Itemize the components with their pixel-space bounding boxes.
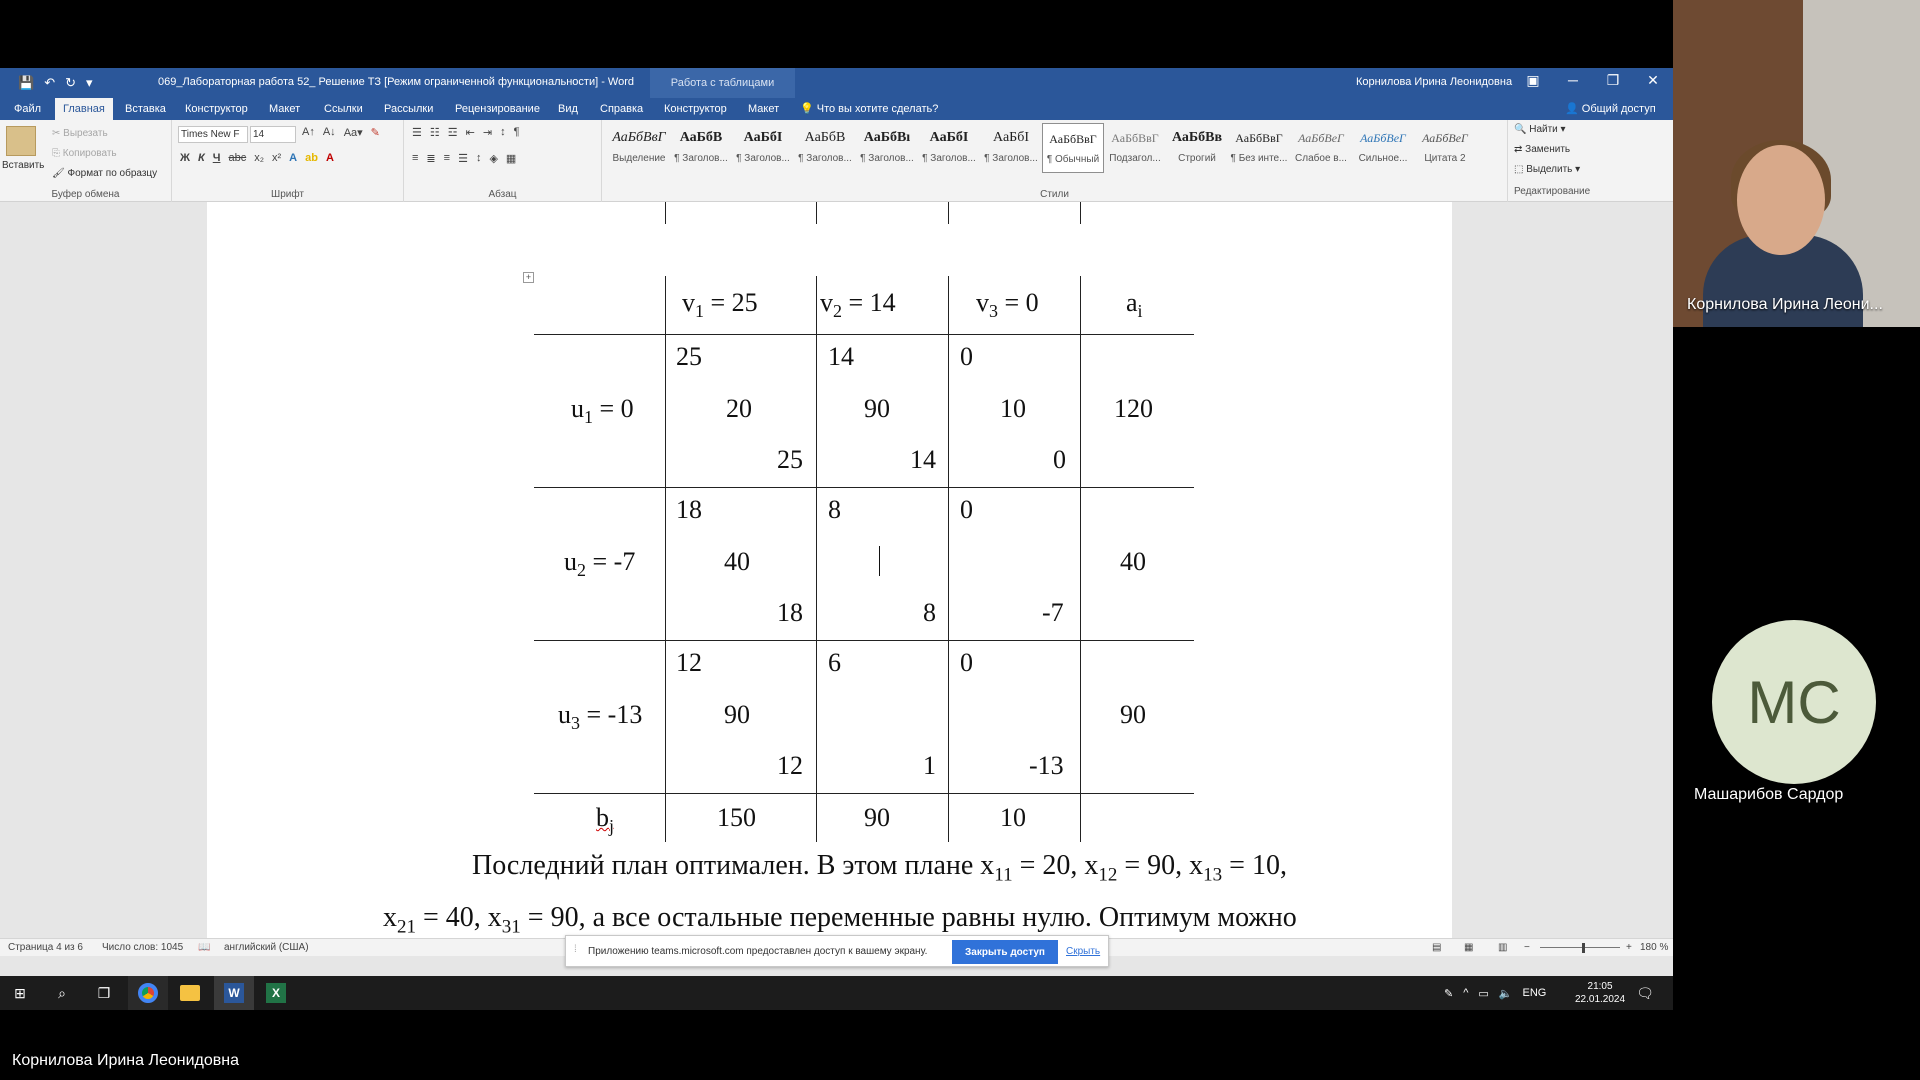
chrome-icon[interactable] [128, 976, 168, 1010]
allocation-cell: 90 [864, 394, 890, 423]
row-label-u2: $u_2 = -7$ [564, 547, 636, 581]
shading-icon[interactable]: ◈ [489, 153, 498, 165]
table-rule [665, 276, 666, 842]
table-rule [1080, 276, 1081, 842]
align-center-icon[interactable]: ≣ [426, 153, 436, 165]
style-heading-6[interactable]: АаБбІ ¶ Заголов... [984, 130, 1038, 164]
tab-home[interactable]: Главная [55, 98, 113, 120]
presenter-face [1737, 145, 1825, 255]
clear-format-icon[interactable]: ✎ [370, 127, 380, 139]
windows-taskbar [0, 976, 1673, 1010]
find-button[interactable]: 🔍 Найти ▾ [1514, 124, 1566, 135]
minimize-icon[interactable]: ─ [1568, 72, 1578, 88]
multilevel-icon[interactable]: ☲ [447, 127, 458, 139]
table-rule [948, 276, 949, 842]
cost-cell: 0 [960, 648, 973, 677]
prev-table-line [816, 202, 817, 224]
superscript-icon[interactable]: x² [271, 152, 282, 164]
table-rule [534, 640, 1194, 641]
styles-group [602, 120, 1508, 202]
sharer-name: Корнилова Ирина Леонидовна [12, 1052, 240, 1069]
select-button[interactable]: ⬚ Выделить ▾ [1514, 164, 1581, 175]
header-v3: $v_3 = 0$ [976, 288, 1039, 322]
bullets-icon[interactable]: ☰ [412, 127, 422, 139]
share-button[interactable]: 👤 Общий доступ [1565, 103, 1656, 115]
style-heading-1[interactable]: АаБбВ ¶ Заголов... [674, 130, 728, 164]
participant-avatar[interactable]: МС [1712, 620, 1876, 784]
delta-cell: 14 [910, 445, 936, 474]
subscript-icon[interactable]: x₂ [254, 152, 264, 164]
style-heading-4[interactable]: АаБбВı ¶ Заголов... [860, 130, 914, 164]
web-layout-icon[interactable]: ▥ [1498, 942, 1508, 953]
document-page[interactable] [207, 202, 1452, 938]
delta-cell: -13 [1029, 751, 1064, 780]
table-move-handle-icon[interactable]: + [523, 272, 534, 283]
editing-group [1512, 120, 1662, 202]
participant-name: Машарибов Сардор [1694, 786, 1844, 803]
file-explorer-icon[interactable] [170, 976, 210, 1010]
replace-button[interactable]: ⇄ Заменить [1514, 144, 1571, 155]
style-no-spacing[interactable]: АаБбВвГ ¶ Без инте... [1230, 131, 1288, 164]
font-group [172, 120, 404, 202]
zoom-out-icon[interactable]: − [1524, 942, 1530, 953]
demand-cell: 10 [1000, 803, 1026, 832]
account-name[interactable]: Корнилова Ирина Леонидовна [1356, 76, 1513, 88]
cost-cell: 25 [676, 342, 702, 371]
allocation-cell: 40 [724, 547, 750, 576]
allocation-cell: 10 [1000, 394, 1026, 423]
delta-cell: 25 [777, 445, 803, 474]
pen-icon[interactable]: ✎ [1444, 987, 1454, 1000]
font-size-select[interactable]: 14 [250, 126, 296, 143]
prev-table-line [948, 202, 949, 224]
styles-gallery [608, 123, 1488, 173]
style-heading-2[interactable]: АаБбІ ¶ Заголов... [736, 130, 790, 164]
paste-icon[interactable] [6, 126, 36, 156]
pilcrow-icon[interactable]: ¶ [513, 126, 520, 138]
hide-notice-link[interactable]: Скрыть [1066, 946, 1101, 957]
demand-label: $b_j$ [596, 803, 615, 837]
cost-cell: 0 [960, 342, 973, 371]
font-color-icon[interactable]: A [325, 152, 334, 164]
shared-screen [0, 68, 1673, 1010]
borders-icon[interactable]: ▦ [505, 153, 517, 165]
row-label-u1: $u_1 = 0$ [571, 394, 634, 428]
paragraph-label: Абзац [488, 189, 517, 200]
strikethrough-icon[interactable]: abc [228, 152, 247, 164]
save-icon[interactable]: 💾 [18, 75, 35, 90]
network-icon[interactable]: ▭ [1478, 987, 1489, 1000]
align-right-icon[interactable]: ≡ [443, 152, 451, 164]
lightbulb-icon: 💡 [800, 103, 814, 115]
volume-icon[interactable]: 🔈 [1498, 987, 1513, 1000]
task-view-icon[interactable]: ❐ [97, 984, 111, 1001]
clock-time: 21:05 [1587, 981, 1613, 992]
cut-button[interactable]: ✂ Вырезать [52, 128, 108, 139]
redo-icon[interactable]: ↻ [65, 75, 76, 90]
cost-cell: 12 [676, 648, 702, 677]
delta-cell: 8 [923, 598, 936, 627]
styles-label: Стили [1040, 189, 1069, 200]
cost-cell: 14 [828, 342, 854, 371]
tab-design[interactable]: Конструктор [185, 103, 248, 115]
tab-table-design[interactable]: Конструктор [664, 103, 727, 115]
share-notice-text: Приложению teams.microsoft.com предоставлен доступ к вашему экрану. [588, 946, 928, 957]
line-spacing-icon[interactable]: ↕ [475, 152, 482, 164]
notifications-icon[interactable]: 🗨 [1636, 984, 1654, 1001]
header-v1: $v_1 = 25$ [682, 288, 758, 322]
font-name-select[interactable]: Times New F [178, 126, 248, 143]
style-quote-2[interactable]: АаБбВеГ Цитата 2 [1422, 131, 1468, 164]
word-icon[interactable]: W [214, 976, 254, 1010]
cost-cell: 0 [960, 495, 973, 524]
tab-layout[interactable]: Макет [269, 103, 301, 115]
tab-review[interactable]: Рецензирование [455, 103, 540, 115]
demand-cell: 150 [717, 803, 756, 832]
proofing-icon[interactable]: 📖 [198, 942, 211, 953]
zoom-slider-thumb[interactable] [1582, 943, 1585, 953]
clock[interactable] [1575, 980, 1625, 1006]
paragraph-line-2: $x_{21} = 40$, $x_{31} = 90$, а все остальные переменные равны нулю. Оптимум можно [383, 902, 1297, 938]
table-rule [534, 334, 1194, 335]
shrink-font-icon[interactable]: A↓ [322, 126, 336, 138]
highlight-icon[interactable]: ab [305, 152, 318, 164]
decrease-indent-icon[interactable]: ⇤ [465, 127, 475, 139]
clock-date: 22.01.2024 [1575, 994, 1626, 1005]
clipboard-label: Буфер обмена [51, 189, 120, 200]
tab-help[interactable]: Справка [600, 103, 644, 115]
print-layout-icon[interactable]: ▦ [1464, 942, 1474, 953]
delta-cell: -7 [1042, 598, 1064, 627]
tab-file[interactable]: Файл [14, 103, 42, 115]
header-v2: $v_2 = 14$ [820, 288, 896, 322]
document-title: 069_Лабораторная работа 52_ Решение ТЗ [Режим ограниченной функциональности] - Word [158, 76, 635, 88]
style-subtle-emphasis[interactable]: АаБбВеГ Слабое в... [1295, 131, 1347, 164]
stop-sharing-button[interactable]: Закрыть доступ [952, 940, 1058, 964]
cost-cell: 8 [828, 495, 841, 524]
tab-mailings[interactable]: Рассылки [384, 103, 434, 115]
bold-icon[interactable]: Ж [180, 152, 190, 164]
prev-table-line [1080, 202, 1081, 224]
style-intense-emphasis[interactable]: АаБбВеГ Сильное... [1358, 131, 1408, 164]
zoom-in-icon[interactable]: + [1626, 942, 1632, 953]
windows-start-icon[interactable]: ⊞ [14, 984, 26, 1001]
style-normal[interactable]: АаБбВвГ ¶ Обычный [1042, 123, 1104, 173]
format-painter-button[interactable]: 🖌 Формат по образцу [52, 168, 158, 179]
ribbon-display-icon[interactable]: ▣ [1526, 72, 1540, 88]
paragraph-line-1: Последний план оптимален. В этом плане $x_{11} = 20$, $x_{12} = 90$, $x_{13} = 10$, [472, 850, 1287, 886]
undo-icon[interactable]: ↶ [44, 75, 56, 90]
grow-font-icon[interactable]: A↑ [302, 126, 315, 138]
clipboard-group [0, 120, 172, 202]
read-mode-icon[interactable]: ▤ [1432, 942, 1442, 953]
tell-me-search[interactable]: 💡 Что вы хотите сделать? [800, 103, 939, 115]
zoom-slider[interactable] [1540, 947, 1620, 948]
presenter-video [1673, 0, 1920, 327]
word-title-bar [0, 68, 1673, 98]
transport-table [534, 276, 1194, 916]
row-label-u3: $u_3 = -13$ [558, 700, 643, 734]
person-icon: 👤 [1565, 103, 1579, 115]
demand-cell: 90 [864, 803, 890, 832]
allocation-cell: 20 [726, 394, 752, 423]
delta-cell: 1 [923, 751, 936, 780]
style-heading-3[interactable]: АаБбВ ¶ Заголов... [798, 130, 852, 164]
document-workarea[interactable] [0, 202, 1673, 938]
paragraph-group [404, 120, 602, 202]
table-tools-context: Работа с таблицами [650, 68, 795, 98]
table-rule [534, 793, 1194, 794]
supply-cell: 90 [1120, 700, 1146, 729]
numbering-icon[interactable]: ☷ [429, 127, 440, 139]
style-emphasis[interactable]: АаБбВвГ Выделение [612, 130, 666, 164]
allocation-cell: 90 [724, 700, 750, 729]
supply-cell: 40 [1120, 547, 1146, 576]
paste-button[interactable]: Вставить [2, 160, 45, 171]
language-indicator[interactable]: английский (США) [224, 942, 309, 953]
change-case-icon[interactable]: Aa▾ [343, 127, 363, 139]
presenter-name-label: Корнилова Ирина Леони... [1687, 296, 1883, 313]
table-rule [816, 276, 817, 842]
zoom-level[interactable]: 180 % [1640, 942, 1669, 953]
style-heading-5[interactable]: АаБбІ ¶ Заголов... [922, 130, 976, 164]
cost-cell: 6 [828, 648, 841, 677]
align-left-icon[interactable]: ≡ [412, 152, 419, 164]
underline-icon[interactable]: Ч [212, 152, 221, 164]
close-icon[interactable]: ✕ [1647, 72, 1659, 88]
delta-cell: 18 [777, 598, 803, 627]
italic-icon[interactable]: К [197, 152, 205, 164]
justify-icon[interactable]: ☰ [458, 153, 468, 165]
style-subtitle[interactable]: АаБбВвГ Подзагол... [1109, 131, 1161, 164]
increase-indent-icon[interactable]: ⇥ [482, 127, 493, 139]
editing-label: Редактирование [1514, 186, 1591, 197]
tab-view[interactable]: Вид [558, 103, 578, 115]
table-rule [534, 487, 1194, 488]
header-ai: $a_i$ [1126, 288, 1143, 322]
style-strong[interactable]: АаБбВв Строгий [1171, 130, 1223, 164]
ribbon-tabs [0, 98, 1673, 120]
tab-references[interactable]: Ссылки [324, 103, 363, 115]
cost-cell: 18 [676, 495, 702, 524]
copy-button[interactable]: ⎘ Копировать [52, 148, 117, 159]
customize-quick-access-icon[interactable]: ▾ [86, 75, 93, 90]
delta-cell: 12 [777, 751, 803, 780]
screen-share-notice [565, 935, 1109, 967]
tab-insert[interactable]: Вставка [125, 103, 166, 115]
delta-cell: 0 [1053, 445, 1066, 474]
drag-handle-icon[interactable]: ⁞ [574, 944, 577, 955]
prev-table-line [665, 202, 666, 224]
text-effects-icon[interactable]: A [289, 152, 298, 164]
page-counter[interactable]: Страница 4 из 6 [8, 942, 83, 953]
search-icon[interactable]: ⌕ [58, 984, 66, 1001]
ribbon [0, 120, 1673, 202]
show-hidden-icons[interactable]: ^ [1463, 987, 1469, 999]
font-label: Шрифт [271, 189, 304, 200]
input-language[interactable]: ENG [1522, 987, 1547, 999]
sort-icon[interactable]: ↕ [500, 126, 506, 138]
restore-icon[interactable]: ❐ [1606, 72, 1620, 88]
supply-cell: 120 [1114, 394, 1153, 423]
text-cursor [879, 546, 880, 576]
system-tray [1444, 976, 1546, 1010]
word-count[interactable]: Число слов: 1045 [102, 942, 184, 953]
tab-table-layout[interactable]: Макет [748, 103, 780, 115]
excel-icon[interactable]: X [256, 976, 296, 1010]
